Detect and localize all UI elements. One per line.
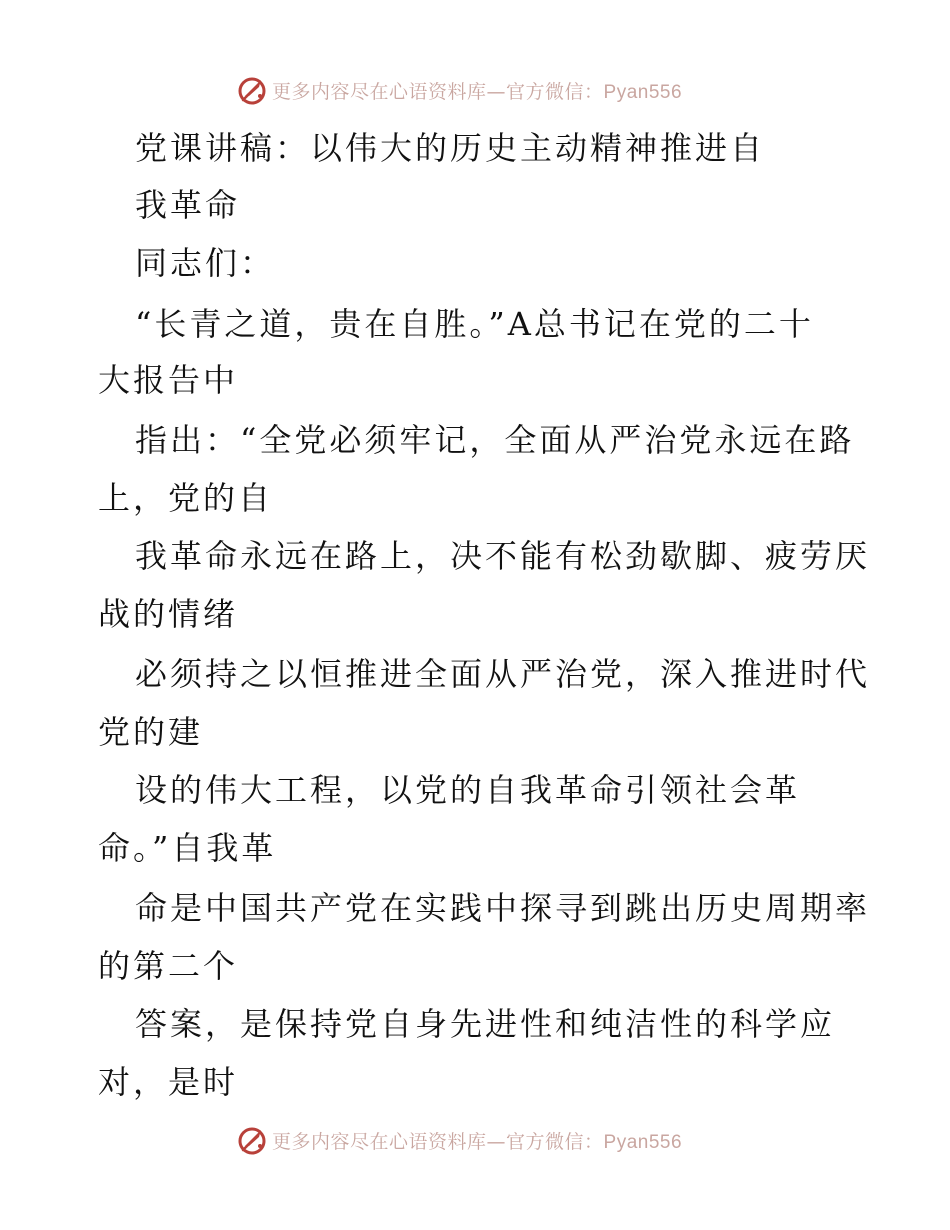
text-line: 指出：“全党必须牢记，全面从严治党永远在路 [135, 421, 855, 459]
text-line: 的第二个 [98, 947, 239, 985]
quill-logo-icon [236, 1124, 268, 1156]
text-line: 我革命 [135, 186, 241, 224]
quill-logo-icon [236, 74, 268, 106]
text-line: “长青之道，贵在自胜。”A总书记在党的二十 [135, 305, 814, 343]
text-line: 我革命永远在路上，决不能有松劲歇脚、疲劳厌 [135, 537, 871, 575]
text-line: 同志们： [135, 244, 276, 282]
text-line: 必须持之以恒推进全面从严治党，深入推进时代 [135, 655, 871, 693]
text-line: 党的建 [98, 713, 204, 751]
watermark-text: 更多内容尽在心语资料库—官方微信：Pyan556 [272, 80, 683, 103]
watermark-text: 更多内容尽在心语资料库—官方微信：Pyan556 [272, 1130, 683, 1153]
text-line: 党课讲稿：以伟大的历史主动精神推进自 [135, 129, 766, 167]
text-line: 命。”自我革 [98, 829, 277, 867]
text-line: 上，党的自 [98, 479, 274, 517]
text-line: 对，是时 [98, 1063, 239, 1101]
footer-watermark [236, 1122, 682, 1158]
text-line: 命是中国共产党在实践中探寻到跳出历史周期率 [135, 889, 871, 927]
text-line: 战的情绪 [98, 595, 239, 633]
text-line: 大报告中 [98, 361, 239, 399]
text-line: 设的伟大工程，以党的自我革命引领社会革 [135, 771, 801, 809]
header-watermark [236, 72, 682, 108]
text-line: 答案，是保持党自身先进性和纯洁性的科学应 [135, 1005, 836, 1043]
